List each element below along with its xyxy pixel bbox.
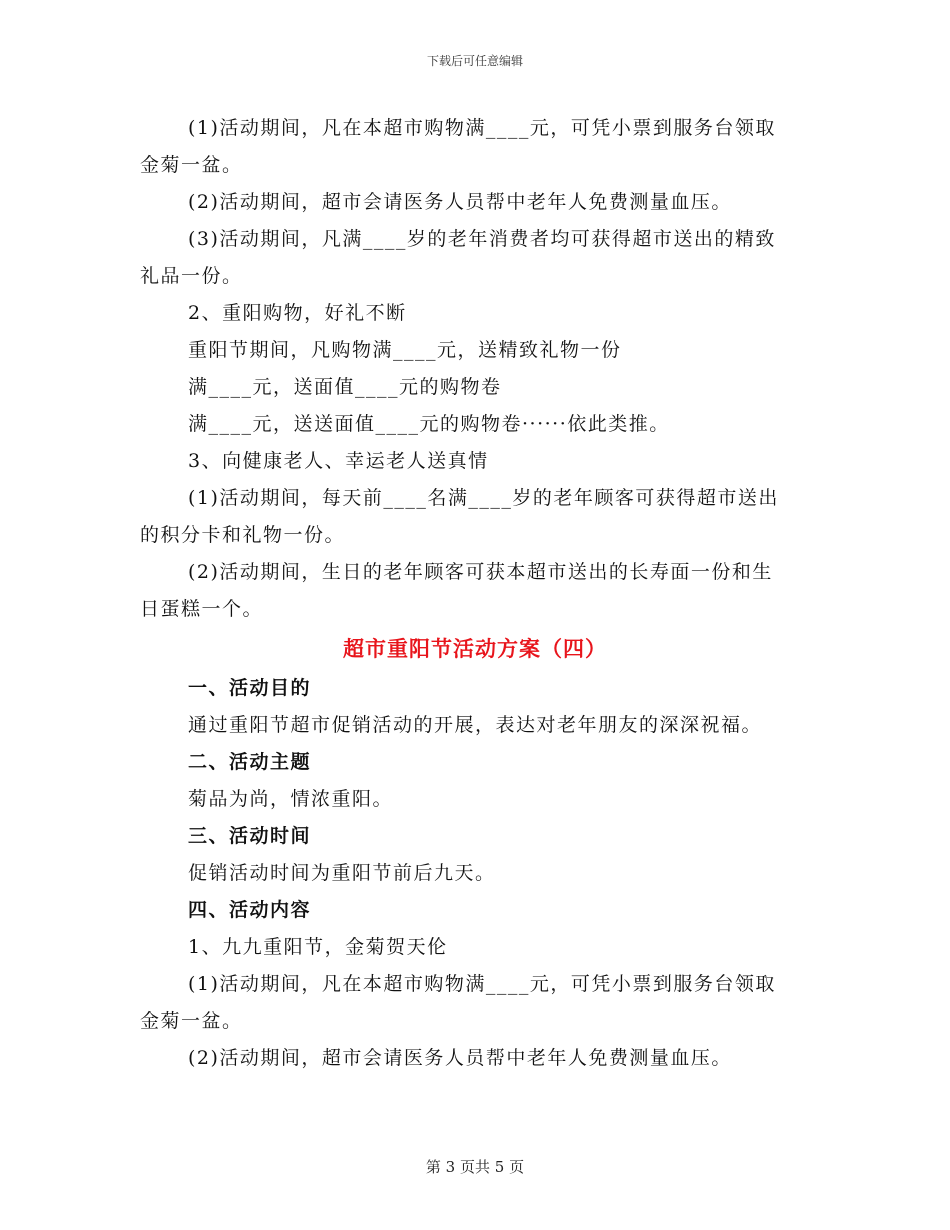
paragraph-line: (2)活动期间，生日的老年顾客可获本超市送出的长寿面一份和生	[188, 561, 773, 583]
paragraph-line: 礼品一份。	[140, 265, 243, 287]
paragraph-line: 通过重阳节超市促销活动的开展，表达对老年朋友的深深祝福。	[188, 714, 763, 736]
paragraph-line: 满____元，送面值____元的购物卷	[188, 376, 502, 398]
heading-line: 二、活动主题	[188, 751, 312, 773]
section-title: 超市重阳节活动方案（四）	[343, 636, 607, 661]
paragraph-line: 菊品为尚，情浓重阳。	[188, 788, 394, 810]
paragraph-line: 重阳节期间，凡购物满____元，送精致礼物一份	[188, 339, 622, 361]
page-footer: 第 3 页共 5 页	[425, 1158, 525, 1176]
page-header: 下载后可任意编辑	[426, 54, 523, 68]
paragraph-line: (3)活动期间，凡满____岁的老年消费者均可获得超市送出的精致	[188, 228, 776, 250]
paragraph-line: (1)活动期间，凡在本超市购物满____元，可凭小票到服务台领取	[188, 117, 776, 139]
heading-line: 三、活动时间	[188, 825, 312, 847]
paragraph-line: 2、重阳购物，好礼不断	[188, 302, 407, 324]
paragraph-line: 金菊一盆。	[140, 1010, 243, 1032]
paragraph-line: 3、向健康老人、幸运老人送真情	[188, 450, 489, 472]
paragraph-line: 的积分卡和礼物一份。	[140, 524, 346, 546]
paragraph-line: (2)活动期间，超市会请医务人员帮中老年人免费测量血压。	[188, 191, 732, 213]
paragraph-line: (1)活动期间，每天前____名满____岁的老年顾客可获得超市送出	[188, 487, 779, 509]
paragraph-line: 满____元，送送面值____元的购物卷······依此类推。	[188, 413, 670, 435]
heading-line: 一、活动目的	[188, 677, 312, 699]
paragraph-line: (2)活动期间，超市会请医务人员帮中老年人免费测量血压。	[188, 1047, 732, 1069]
paragraph-line: 日蛋糕一个。	[140, 598, 264, 620]
paragraph-line: (1)活动期间，凡在本超市购物满____元，可凭小票到服务台领取	[188, 973, 776, 995]
paragraph-line: 金菊一盆。	[140, 154, 243, 176]
paragraph-line: 1、九九重阳节，金菊贺天伦	[188, 936, 448, 958]
heading-line: 四、活动内容	[188, 899, 312, 921]
paragraph-line: 促销活动时间为重阳节前后九天。	[188, 862, 496, 884]
